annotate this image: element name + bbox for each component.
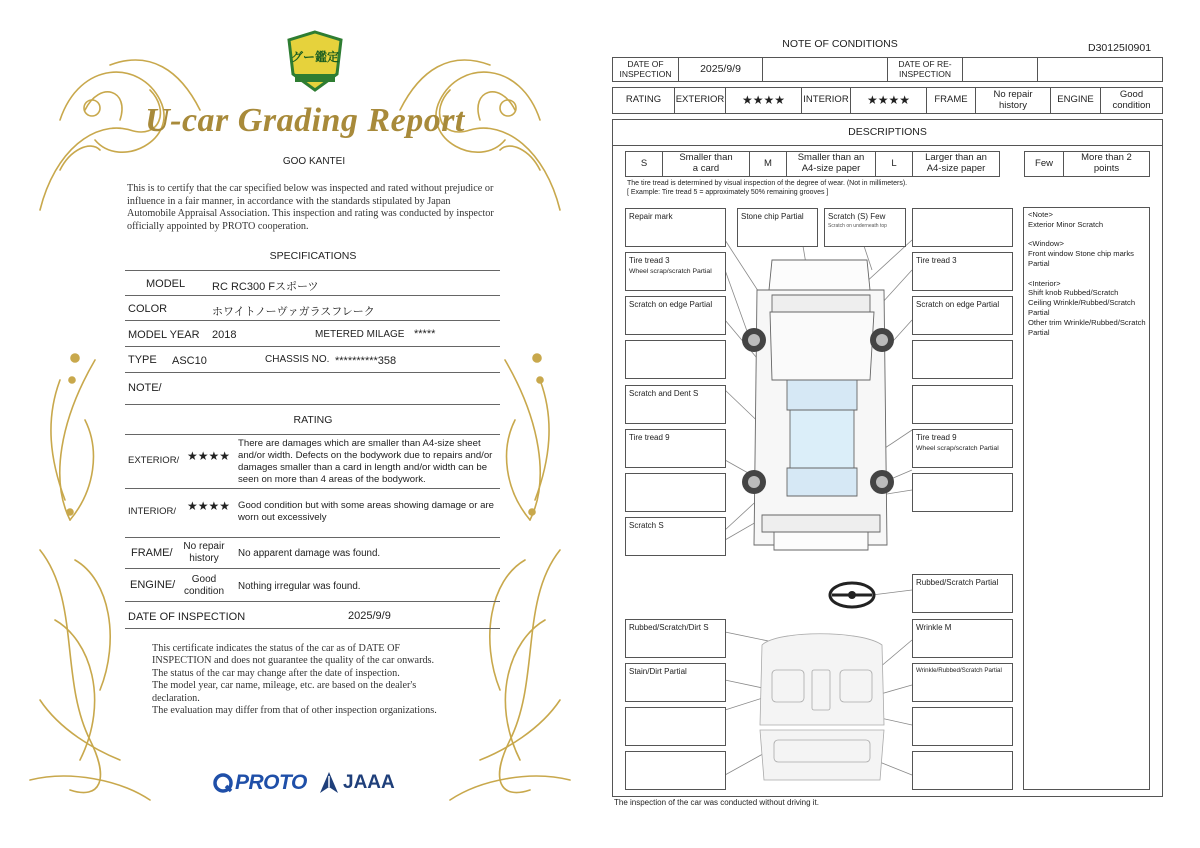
legend-l-desc: Larger than an A4-size paper bbox=[912, 151, 1000, 177]
annotation-box: Tire tread 3 bbox=[912, 252, 1013, 291]
color-value: ホワイトノーヴァガラスフレーク bbox=[212, 306, 375, 318]
interior-stars: ★★★★ bbox=[187, 499, 231, 513]
annotation-box bbox=[912, 429, 1013, 468]
date-spacer bbox=[762, 57, 888, 82]
annotation-box: Stone chip Partial bbox=[737, 208, 818, 247]
year-label: MODEL YEAR bbox=[128, 329, 200, 341]
tire-note-1: The tire tread is determined by visual inspection of the degree of wear. (Not in millimeters). bbox=[627, 180, 908, 187]
annotation-box bbox=[625, 340, 726, 379]
legend-m-desc: Smaller than an A4-size paper bbox=[786, 151, 876, 177]
tire-note-2: [ Example: Tire tread 5 = approximately 50% remaining grooves ] bbox=[627, 189, 829, 196]
model-label: MODEL bbox=[146, 278, 186, 290]
disclaimer-line: The status of the car may change after the date of inspection. bbox=[152, 667, 400, 679]
annotation-sub: Wheel scrap/scratch Partial bbox=[629, 267, 712, 275]
annotation-box: Repair mark bbox=[625, 208, 726, 247]
type-label: TYPE bbox=[128, 354, 157, 366]
note-line: <Note> bbox=[1028, 210, 1053, 219]
reinspection-value bbox=[962, 57, 1038, 82]
note-line: Front window Stone chip marks Partial bbox=[1028, 249, 1134, 268]
engine-label: ENGINE/ bbox=[130, 579, 176, 591]
annotation-box: Scratch and Dent S bbox=[625, 385, 726, 424]
annotation-box: Wrinkle/Rubbed/Scratch Partial bbox=[912, 663, 1013, 702]
conditions-footer: The inspection of the car was conducted without driving it. bbox=[614, 798, 819, 807]
model-value: RC RC300 Fスポーツ bbox=[212, 281, 319, 293]
legend-few-desc: More than 2 points bbox=[1063, 151, 1150, 177]
annotation-box bbox=[912, 751, 1013, 790]
legend-s-desc: Smaller than a card bbox=[662, 151, 750, 177]
annotation-sub: Scratch on underneath top bbox=[828, 222, 887, 229]
annotation-box: Tire tread 9 bbox=[625, 429, 726, 468]
annotation-box bbox=[912, 707, 1013, 746]
reinspection-label: DATE OF RE-INSPECTION bbox=[887, 57, 963, 82]
annotation-box bbox=[912, 208, 1013, 247]
annotation-box bbox=[625, 707, 726, 746]
annotation-box bbox=[625, 473, 726, 512]
legend-m: M bbox=[749, 151, 787, 177]
annotation-box: Wrinkle M bbox=[912, 619, 1013, 658]
note-line: <Interior> bbox=[1028, 278, 1061, 288]
annotation-sub: Wheel scrap/scratch Partial bbox=[916, 444, 999, 452]
document-id: D30125I0901 bbox=[1088, 42, 1152, 54]
annotation-box bbox=[912, 385, 1013, 424]
annotation-box bbox=[625, 252, 726, 291]
disclaimer-line: This certificate indicates the status of the car as of DATE OF bbox=[152, 643, 401, 654]
note-label: NOTE/ bbox=[128, 382, 162, 394]
interior-label: INTERIOR/ bbox=[128, 506, 177, 517]
annotation-box bbox=[912, 473, 1013, 512]
annotation-box bbox=[625, 751, 726, 790]
legend-few: Few bbox=[1024, 151, 1064, 177]
annotation-box bbox=[824, 208, 906, 247]
color-label: COLOR bbox=[128, 303, 168, 315]
exterior-stars: ★★★★ bbox=[187, 449, 231, 463]
certify-paragraph: This is to certify that the car specified below was inspected and rated without prejudice or influence in a fair manner, in accordance with the standards stipulated by Japan Automobile Appraisal Association. This inspection and rating was conducted by inspector officially appointed by PROTO cooperation. bbox=[127, 183, 494, 232]
annotation-text: Tire tread 3 bbox=[629, 256, 670, 265]
date-of-inspection-value: 2025/9/9 bbox=[678, 57, 763, 82]
engine-value-cell: Good condition bbox=[1100, 87, 1163, 114]
engine-value: Good condition bbox=[183, 574, 225, 597]
frame-value: No repair history bbox=[183, 541, 225, 564]
chassis-value: **********358 bbox=[335, 355, 397, 367]
annotation-text: Tire tread 9 bbox=[916, 433, 957, 442]
jaaa-logo-text: JAAA bbox=[343, 772, 395, 793]
interior-description: Good condition but with some areas showing damage or are worn out excessively bbox=[238, 500, 494, 523]
doi-value: 2025/9/9 bbox=[348, 610, 391, 622]
frame-label-cell: FRAME bbox=[926, 87, 976, 114]
steering-wheel-icon bbox=[830, 583, 874, 607]
engine-label-cell: ENGINE bbox=[1050, 87, 1101, 114]
annotation-box: Scratch on edge Partial bbox=[625, 296, 726, 335]
frame-label: FRAME/ bbox=[131, 547, 173, 559]
engine-description: Nothing irregular was found. bbox=[238, 581, 361, 592]
note-line: Other trim Wrinkle/Rubbed/Scratch Partial bbox=[1028, 317, 1146, 337]
annotation-box: Rubbed/Scratch/Dirt S bbox=[625, 619, 726, 658]
chassis-label: CHASSIS NO. bbox=[265, 354, 330, 365]
goo-kantei-badge bbox=[285, 30, 345, 92]
legend-l: L bbox=[875, 151, 913, 177]
exterior-label-cell: EXTERIOR bbox=[674, 87, 726, 114]
proto-logo bbox=[213, 770, 307, 796]
report-title: U-car Grading Report bbox=[145, 102, 465, 139]
date-of-inspection-label: DATE OF INSPECTION bbox=[612, 57, 679, 82]
note-line bbox=[1028, 269, 1146, 279]
rating-label: RATING bbox=[612, 87, 675, 114]
disclaimer bbox=[152, 643, 482, 717]
disclaimer-line: declaration. bbox=[152, 692, 200, 704]
annotation-box bbox=[912, 340, 1013, 379]
annotation-box: Scratch S bbox=[625, 517, 726, 556]
legend-s: S bbox=[625, 151, 663, 177]
year-value: 2018 bbox=[212, 329, 237, 341]
notes-list bbox=[1028, 210, 1146, 337]
note-line: <Window> bbox=[1028, 239, 1064, 249]
mileage-label: METERED MILAGE bbox=[315, 329, 405, 340]
note-line: Shift knob Rubbed/Scratch bbox=[1028, 288, 1119, 298]
type-value: ASC10 bbox=[172, 355, 207, 367]
note-line: Exterior Minor Scratch bbox=[1028, 219, 1104, 229]
rating-heading: RATING bbox=[293, 414, 333, 426]
interior-stars-cell: ★★★★ bbox=[850, 87, 927, 114]
jaaa-mark-icon bbox=[318, 771, 340, 795]
exterior-description: There are damages which are smaller than A4-size sheet and/or width. Defects on the bodywork due to repairs and/or damages smaller than a card in length and/or width can be seen on more than 4 areas of the bodywork. bbox=[238, 438, 493, 485]
interior-label-cell: INTERIOR bbox=[801, 87, 851, 114]
jaaa-logo bbox=[318, 770, 395, 796]
conditions-heading: NOTE OF CONDITIONS bbox=[782, 38, 898, 50]
annotation-box: Rubbed/Scratch Partial bbox=[912, 574, 1013, 613]
annotation-box: Stain/Dirt Partial bbox=[625, 663, 726, 702]
report-subtitle: GOO KANTEI bbox=[282, 156, 346, 167]
frame-description: No apparent damage was found. bbox=[238, 548, 381, 559]
reinspection-extra bbox=[1037, 57, 1163, 82]
descriptions-heading: DESCRIPTIONS bbox=[848, 126, 927, 138]
annotation-box: Scratch on edge Partial bbox=[912, 296, 1013, 335]
disclaimer-line: INSPECTION and does not guarantee the quality of the car onwards. bbox=[152, 655, 435, 667]
note-line: Ceiling Wrinkle/Rubbed/Scratch Partial bbox=[1028, 298, 1136, 317]
mileage-value: ***** bbox=[414, 328, 436, 340]
proto-mark-icon bbox=[213, 773, 233, 793]
badge-text: グー鑑定 bbox=[290, 50, 339, 64]
proto-logo-text: PROTO bbox=[235, 771, 307, 794]
specs-heading: SPECIFICATIONS bbox=[269, 250, 357, 262]
doi-label: DATE OF INSPECTION bbox=[128, 611, 246, 623]
frame-value-cell: No repair history bbox=[975, 87, 1051, 114]
note-line bbox=[1028, 230, 1146, 240]
disclaimer-line: The model year, car name, mileage, etc. are based on the dealer's bbox=[152, 680, 417, 692]
annotation-text: Scratch (S) Few bbox=[828, 212, 886, 221]
disclaimer-line: The evaluation may differ from that of other inspection organizations. bbox=[152, 705, 437, 717]
exterior-label: EXTERIOR/ bbox=[128, 455, 180, 466]
exterior-stars-cell: ★★★★ bbox=[725, 87, 802, 114]
